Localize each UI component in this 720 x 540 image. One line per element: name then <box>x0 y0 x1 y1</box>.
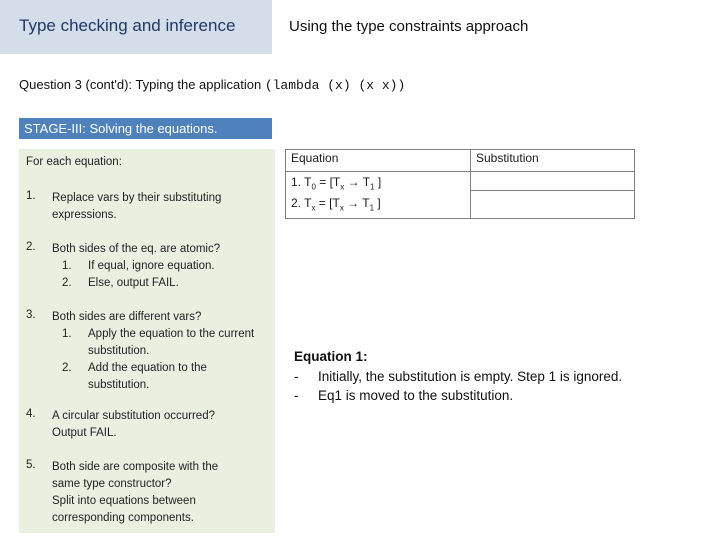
header-substitution: Substitution <box>471 150 635 172</box>
question-text: Typing the application <box>135 77 262 92</box>
slide-title: Type checking and inference <box>19 16 236 35</box>
solution-notes <box>294 347 622 406</box>
step-number: 5. <box>26 459 36 471</box>
stage-label: STAGE-III: <box>24 121 86 136</box>
question-code: (lambda (x) (x x)) <box>264 78 406 93</box>
slide-header <box>0 0 720 54</box>
step-text: same type constructor? <box>52 478 172 490</box>
slide-subtitle: Using the type constraints approach <box>289 18 529 35</box>
step-text: expressions. <box>52 209 117 221</box>
step-text: Both sides of the eq. are atomic? <box>52 243 221 255</box>
step-text: Output FAIL. <box>52 427 117 439</box>
equation-cell <box>286 172 471 219</box>
equation-2: 2. $T_x = [T_x \to T_1$ ] <box>291 196 381 213</box>
step-number: 1. <box>26 190 36 202</box>
stage-text: Solving the equations. <box>89 121 218 136</box>
step-text: Both sides are different vars? <box>52 311 202 323</box>
step-text: Replace vars by their substituting <box>52 192 222 204</box>
step-number: 2. <box>26 241 36 253</box>
step-text: Split into equations between <box>52 495 196 507</box>
table-row <box>286 172 635 219</box>
algorithm-steps-panel: For each equation: 1. Replace vars by their substituting expressions. 2. Both sides of the eq. are atomic? 1. If equal, ignore equation. 2. Else, output FAIL. 3. Both sides are different vars? 1. Apply the equation to the current substitution. 2. Add the equation to the substitution. 4. A circular substitution occurred? Output FAIL. 5. Both side are composite with the same type constructor? Split into equations between corresponding components. <box>19 149 275 533</box>
question-line <box>19 77 405 93</box>
header-left-block <box>0 0 272 54</box>
equation-1: 1. $T_0 = [T_x \to T_1$ ] <box>291 175 382 192</box>
step-text: corresponding components. <box>52 512 194 524</box>
equation-table <box>285 149 635 219</box>
table-header-row <box>286 150 635 172</box>
solution-title: Equation 1: <box>294 349 368 364</box>
solution-line: - Initially, the substitution is empty. Step 1 is ignored. <box>294 368 623 384</box>
step-number: 3. <box>26 309 36 321</box>
stage-banner <box>19 118 272 139</box>
step-number: 4. <box>26 408 36 420</box>
solution-line: - Eq1 is moved to the substitution. <box>294 388 514 403</box>
step-text: Both side are composite with the <box>52 461 219 473</box>
header-equation: Equation <box>286 150 471 172</box>
question-prefix: Question 3 (cont'd): <box>19 77 133 92</box>
substitution-cell <box>471 172 635 219</box>
step-text: A circular substitution occurred? <box>52 410 215 422</box>
